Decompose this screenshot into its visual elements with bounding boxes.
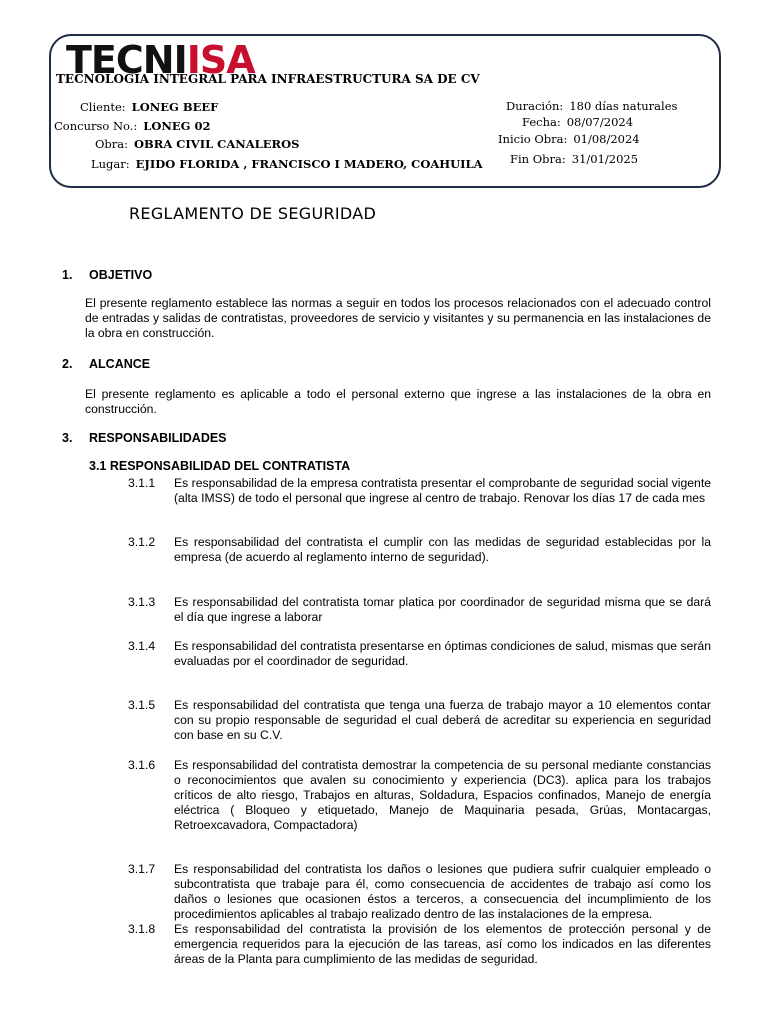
place-value: EJIDO FLORIDA , FRANCISCO I MADERO, COAHUILA — [135, 157, 483, 171]
section-text-objetivo: El presente reglamento establece las normas a seguir en todos los procesos relacionados con el adecuado control de entradas y salidas de contratistas, proveedores de servicio y visitantes y su permanencia en las instalaciones de la obra en construcción. — [85, 296, 711, 340]
section-text-alcance: El presente reglamento es aplicable a todo el personal externo que ingrese a las instalaciones de la obra en construcción. — [85, 387, 711, 416]
section-title: ALCANCE — [89, 357, 151, 371]
section-number: 1. — [62, 268, 73, 282]
item-number: 3.1.5 — [128, 698, 156, 712]
client-label: Cliente: — [80, 100, 126, 114]
item-text: Es responsabilidad del contratista presentarse en óptimas condiciones de salud, mismas que serán evaluadas por el coordinador de seguridad. — [174, 639, 711, 668]
work-label: Obra: — [95, 137, 129, 151]
section-title: OBJETIVO — [89, 268, 153, 282]
subsection-heading: 3.1 RESPONSABILIDAD DEL CONTRATISTA — [89, 459, 351, 473]
item-number: 3.1.4 — [128, 639, 156, 653]
logo-part-dark: TECNI — [66, 38, 187, 82]
item-text: Es responsabilidad del contratista demostrar la competencia de su personal mediante constancias o reconocimientos que avalen su conocimiento y experiencia (DC3). aplica para los trabajos críticos de alto riesgo, Trabajos en alturas, Soldadura, Espacios confinados, Manejo de energía eléctrica ( Bloqueo y etiquetado, Manejo de Maquinaria pesada, Grúas, Montacargas, Retroexcavadora, Compactadora) — [174, 758, 711, 832]
list-item — [128, 862, 711, 922]
item-number: 3.1.6 — [128, 758, 156, 772]
duration-row — [506, 99, 677, 113]
item-text: Es responsabilidad del contratista que tenga una fuerza de trabajo mayor a 10 elementos contar con su propio responsable de seguridad el cual deberá de acreditar su experiencia en seguridad con base en su C.V. — [174, 698, 711, 742]
duration-label: Duración: — [506, 99, 564, 113]
work-row — [95, 137, 299, 151]
date-label: Fecha: — [522, 115, 561, 129]
section-number: 2. — [62, 357, 73, 371]
item-text: Es responsabilidad del contratista tomar platica por coordinador de seguridad misma que se dará el día que ingrese a laborar — [174, 595, 711, 624]
list-item — [128, 698, 711, 743]
list-item — [128, 595, 711, 625]
client-value: LONEG BEEF — [131, 100, 219, 114]
section-heading-alcance — [62, 357, 150, 371]
item-text: Es responsabilidad del contratista la provisión de los elementos de protección personal y de emergencia requeridos para la ejecución de las tareas, así como los indicados en las diferentes áreas de la Planta para cumplimiento de las medidas de seguridad. — [174, 922, 711, 966]
end-value: 31/01/2025 — [571, 152, 639, 166]
end-label: Fin Obra: — [510, 152, 566, 166]
date-value: 08/07/2024 — [566, 115, 634, 129]
client-row — [80, 100, 218, 114]
item-number: 3.1.1 — [128, 476, 156, 490]
company-name: TECNOLOGIA INTEGRAL PARA INFRAESTRUCTURA SA DE CV — [56, 72, 480, 86]
item-number: 3.1.3 — [128, 595, 156, 609]
item-text: Es responsabilidad del contratista el cumplir con las medidas de seguridad establecidas por la empresa (de acuerdo al reglamento interno de seguridad). — [174, 535, 711, 564]
logo-part-red: ISA — [186, 38, 255, 82]
end-row — [510, 152, 638, 166]
list-item — [128, 758, 711, 833]
start-row — [498, 132, 640, 146]
item-text: Es responsabilidad de la empresa contratista presentar el comprobante de seguridad social vigente (alta IMSS) de todo el personal que ingrese al centro de trabajo. Renovar los días 17 de cada mes — [174, 476, 711, 505]
item-number: 3.1.7 — [128, 862, 156, 876]
list-item — [128, 922, 711, 967]
list-item — [128, 639, 711, 669]
section-heading-responsabilidades — [62, 431, 227, 445]
section-title: RESPONSABILIDADES — [89, 431, 227, 445]
place-row — [91, 157, 483, 171]
start-label: Inicio Obra: — [498, 132, 568, 146]
list-item — [128, 535, 711, 565]
item-text: Es responsabilidad del contratista los daños o lesiones que pudiera sufrir cualquier empleado o subcontratista que trabaje para él, como consecuencia de accidentes de trabajo así como los daños o lesiones que ocasionen éstos a terceros, a consecuencia del incumplimiento de los procedimientos aplicables al trabajo realizado dentro de las instalaciones de la empresa. — [174, 862, 711, 921]
list-item — [128, 476, 711, 506]
work-value: OBRA CIVIL CANALEROS — [134, 137, 300, 151]
section-number: 3. — [62, 431, 73, 445]
start-value: 01/08/2024 — [573, 132, 640, 146]
section-heading-objetivo — [62, 268, 152, 282]
contest-row — [54, 119, 211, 133]
contest-label: Concurso No.: — [54, 119, 138, 133]
duration-value: 180 días naturales — [569, 99, 678, 113]
contest-value: LONEG 02 — [143, 119, 211, 133]
item-number: 3.1.8 — [128, 922, 156, 936]
place-label: Lugar: — [91, 157, 130, 171]
date-row — [522, 115, 633, 129]
item-number: 3.1.2 — [128, 535, 156, 549]
document-title: REGLAMENTO DE SEGURIDAD — [129, 204, 377, 223]
